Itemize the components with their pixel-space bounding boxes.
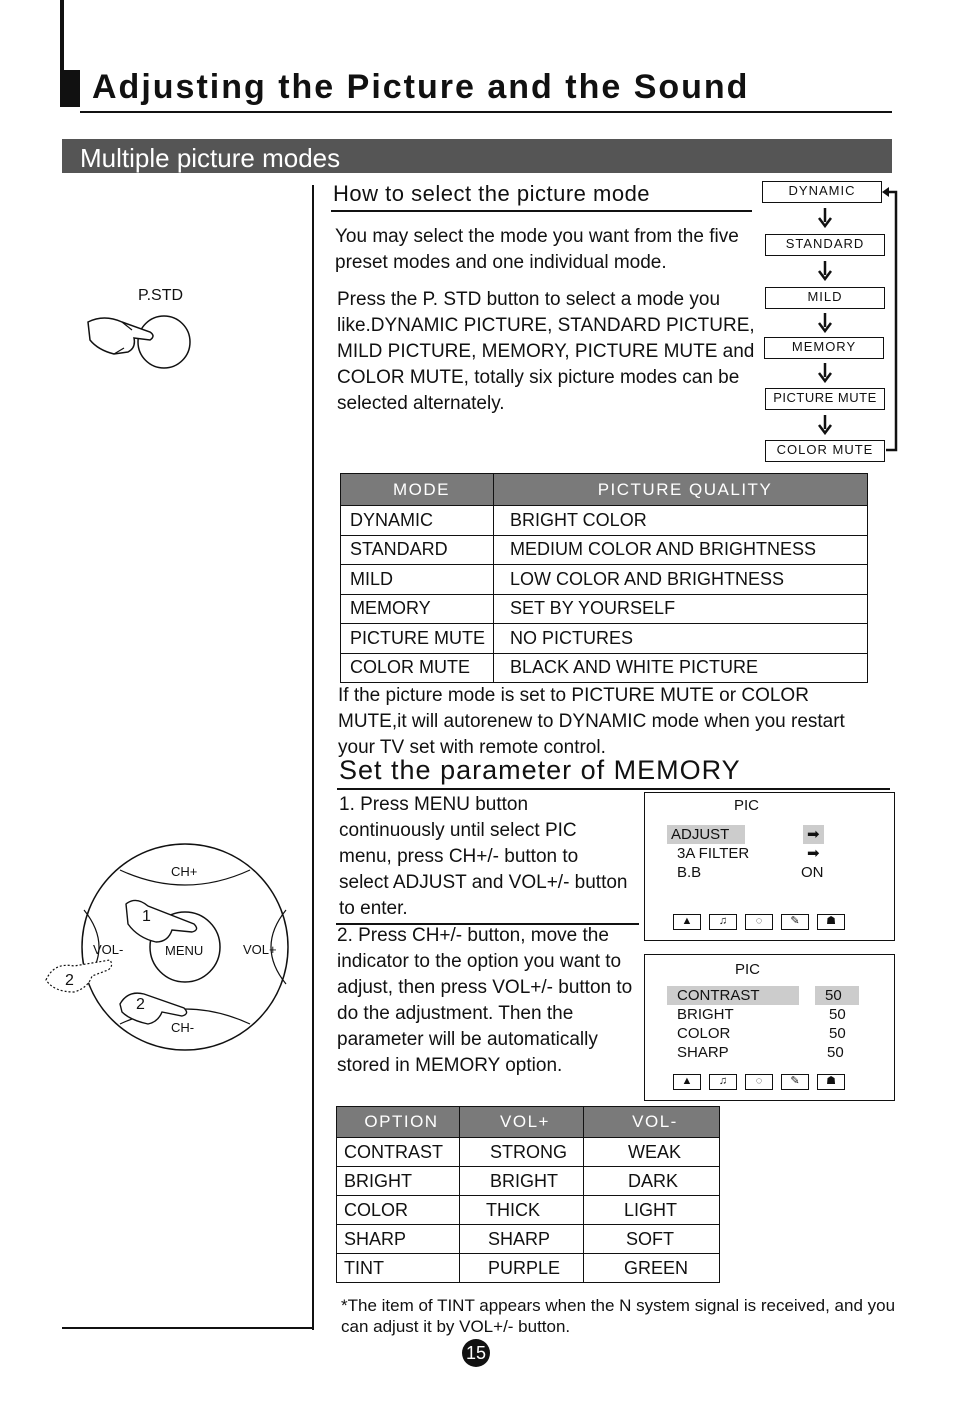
quality-cell: SET BY YOURSELF bbox=[494, 594, 868, 624]
flow-step-picture-mute: PICTURE MUTE bbox=[765, 388, 885, 410]
ch-minus-button[interactable]: CH- bbox=[171, 1020, 195, 1035]
option-cell: COLOR bbox=[337, 1196, 460, 1225]
quality-cell: NO PICTURES bbox=[494, 624, 868, 654]
step-2-marker: 2 bbox=[136, 996, 145, 1013]
select-mode-instructions: Press the P. STD button to select a mode you like.DYNAMIC PICTURE, STANDARD PICTURE, MILD PICTURE, MEMORY, PICTURE MUTE and COLOR MUTE, totally six picture modes can be selected alternately. bbox=[337, 289, 755, 414]
vol-minus-cell: LIGHT bbox=[584, 1196, 720, 1225]
osd-row[interactable] bbox=[677, 1005, 867, 1024]
osd-value: 50 bbox=[815, 986, 859, 1005]
mode-cell: COLOR MUTE bbox=[341, 653, 494, 683]
quality-column-header: PICTURE QUALITY bbox=[494, 474, 868, 506]
table-row bbox=[341, 565, 868, 595]
memory-step-2: 2. Press CH+/- button, move the indicator to the option you want to adjust, then press VOL+/- button to do the adjustment. Then the parameter will be automatically stored in MEMORY option. bbox=[337, 925, 633, 1076]
osd-pic-menu-adjust bbox=[644, 792, 895, 941]
pstd-button-label: P.STD bbox=[138, 287, 184, 304]
step-1-marker: 1 bbox=[142, 908, 151, 925]
table-row bbox=[337, 1254, 720, 1283]
table-row bbox=[337, 1225, 720, 1254]
osd-title: PIC bbox=[734, 797, 760, 814]
osd-label: ADJUST bbox=[667, 825, 745, 844]
flow-step-memory: MEMORY bbox=[764, 337, 884, 359]
vol-plus-button[interactable]: VOL+ bbox=[243, 942, 277, 957]
option-adjust-table bbox=[336, 1106, 720, 1283]
table-row bbox=[341, 506, 868, 536]
option-cell: CONTRAST bbox=[337, 1138, 460, 1167]
option-column-header: OPTION bbox=[337, 1107, 460, 1138]
enter-arrow-icon: ➡ bbox=[807, 845, 820, 862]
option-cell: TINT bbox=[337, 1254, 460, 1283]
osd-row[interactable] bbox=[677, 844, 867, 863]
osd-value: 50 bbox=[829, 1006, 846, 1023]
table-row bbox=[341, 653, 868, 683]
vol-plus-cell: PURPLE bbox=[460, 1254, 584, 1283]
osd-menu-icon-strip bbox=[673, 1074, 845, 1090]
flow-arrow-down-icon bbox=[818, 208, 832, 228]
flow-arrow-down-icon bbox=[818, 363, 832, 383]
table-row bbox=[337, 1167, 720, 1196]
function-icon: ✎ bbox=[781, 1074, 809, 1090]
lock-icon: ☗ bbox=[817, 1074, 845, 1090]
mode-column-header: MODE bbox=[341, 474, 494, 506]
flow-arrow-down-icon bbox=[818, 313, 832, 333]
mode-cell: MEMORY bbox=[341, 594, 494, 624]
vol-minus-button[interactable]: VOL- bbox=[93, 942, 124, 957]
vol-plus-cell: SHARP bbox=[460, 1225, 584, 1254]
mode-cell: DYNAMIC bbox=[341, 506, 494, 536]
vol-plus-cell: STRONG bbox=[460, 1138, 584, 1167]
osd-value: 50 bbox=[829, 1025, 846, 1042]
sound-icon: ♫ bbox=[709, 914, 737, 930]
quality-cell: BLACK AND WHITE PICTURE bbox=[494, 653, 868, 683]
flow-arrow-down-icon bbox=[818, 261, 832, 281]
menu-button[interactable]: MENU bbox=[165, 943, 204, 958]
osd-value: 50 bbox=[827, 1044, 844, 1061]
pstd-hand-press-icon bbox=[84, 312, 196, 372]
vol-minus-cell: DARK bbox=[584, 1167, 720, 1196]
page-number: 15 bbox=[462, 1339, 490, 1367]
osd-value: ON bbox=[801, 864, 824, 881]
quality-cell: LOW COLOR AND BRIGHTNESS bbox=[494, 565, 868, 595]
osd-label: CONTRAST bbox=[667, 986, 799, 1005]
picture-icon: ▲ bbox=[673, 1074, 701, 1090]
mode-quality-table bbox=[340, 473, 868, 683]
flow-step-mild: MILD bbox=[765, 287, 885, 309]
quality-cell: MEDIUM COLOR AND BRIGHTNESS bbox=[494, 535, 868, 565]
option-cell: SHARP bbox=[337, 1225, 460, 1254]
table-row bbox=[341, 594, 868, 624]
memory-heading: Set the parameter of MEMORY bbox=[339, 755, 741, 785]
osd-pic-menu-values bbox=[644, 954, 895, 1101]
table-row bbox=[337, 1138, 720, 1167]
picture-icon: ▲ bbox=[673, 914, 701, 930]
osd-title: PIC bbox=[735, 961, 761, 978]
page-title: Adjusting the Picture and the Sound bbox=[92, 68, 750, 106]
memory-heading-rule bbox=[337, 788, 890, 790]
osd-label: COLOR bbox=[677, 1025, 731, 1042]
column-bottom-rule bbox=[62, 1327, 314, 1329]
vol-minus-cell: WEAK bbox=[584, 1138, 720, 1167]
flow-step-dynamic: DYNAMIC bbox=[762, 181, 882, 203]
osd-row[interactable] bbox=[677, 986, 867, 1005]
osd-label: 3A FILTER bbox=[677, 845, 750, 862]
ch-plus-button[interactable]: CH+ bbox=[171, 864, 198, 879]
vol-plus-column-header: VOL+ bbox=[460, 1107, 584, 1138]
section-title: Multiple picture modes bbox=[80, 143, 341, 173]
table-row bbox=[341, 624, 868, 654]
vol-minus-cell: GREEN bbox=[584, 1254, 720, 1283]
vol-plus-cell: THICK bbox=[460, 1196, 584, 1225]
option-cell: BRIGHT bbox=[337, 1167, 460, 1196]
enter-arrow-icon: ➡ bbox=[803, 825, 824, 844]
osd-label: BRIGHT bbox=[677, 1006, 734, 1023]
step-2-marker: 2 bbox=[65, 972, 74, 989]
flow-step-standard: STANDARD bbox=[765, 234, 885, 256]
osd-menu-icon-strip bbox=[673, 914, 845, 930]
flow-arrow-down-icon bbox=[818, 415, 832, 435]
column-divider bbox=[312, 185, 314, 1330]
vol-minus-column-header: VOL- bbox=[584, 1107, 720, 1138]
mode-cell: MILD bbox=[341, 565, 494, 595]
osd-row[interactable] bbox=[677, 863, 867, 882]
header-side-block bbox=[60, 70, 80, 107]
sound-icon: ♫ bbox=[709, 1074, 737, 1090]
flow-step-color-mute: COLOR MUTE bbox=[765, 440, 885, 462]
lock-icon: ☗ bbox=[817, 914, 845, 930]
table-row bbox=[341, 535, 868, 565]
time-icon: ◌ bbox=[745, 914, 773, 930]
osd-row[interactable] bbox=[677, 1024, 867, 1043]
mode-cell: STANDARD bbox=[341, 535, 494, 565]
osd-label: SHARP bbox=[677, 1044, 729, 1061]
select-mode-rule bbox=[331, 210, 752, 212]
vol-minus-cell: SOFT bbox=[584, 1225, 720, 1254]
select-mode-intro: You may select the mode you want from the five preset modes and one individual mode. bbox=[335, 226, 739, 273]
table-row bbox=[337, 1196, 720, 1225]
select-mode-heading: How to select the picture mode bbox=[333, 181, 651, 206]
time-icon: ◌ bbox=[745, 1074, 773, 1090]
vol-plus-cell: BRIGHT bbox=[460, 1167, 584, 1196]
title-rule bbox=[80, 111, 892, 113]
flow-loop-back-arrow-icon bbox=[880, 186, 902, 456]
mode-cell: PICTURE MUTE bbox=[341, 624, 494, 654]
osd-row[interactable] bbox=[671, 825, 867, 844]
mute-mode-note: If the picture mode is set to PICTURE MUTE or COLOR MUTE,it will autorenew to DYNAMIC mode when you restart your TV set with remote control. bbox=[338, 685, 845, 758]
function-icon: ✎ bbox=[781, 914, 809, 930]
osd-row[interactable] bbox=[677, 1043, 867, 1062]
osd-label: B.B bbox=[677, 864, 702, 881]
tint-note: *The item of TINT appears when the N system signal is received, and you can adjust it by VOL+/- button. bbox=[341, 1296, 896, 1336]
quality-cell: BRIGHT COLOR bbox=[494, 506, 868, 536]
memory-step-1: 1. Press MENU button continuously until select PIC menu, press CH+/- button to select ADJUST and VOL+/- button to enter. bbox=[339, 794, 628, 919]
header-side-bar bbox=[60, 0, 64, 70]
